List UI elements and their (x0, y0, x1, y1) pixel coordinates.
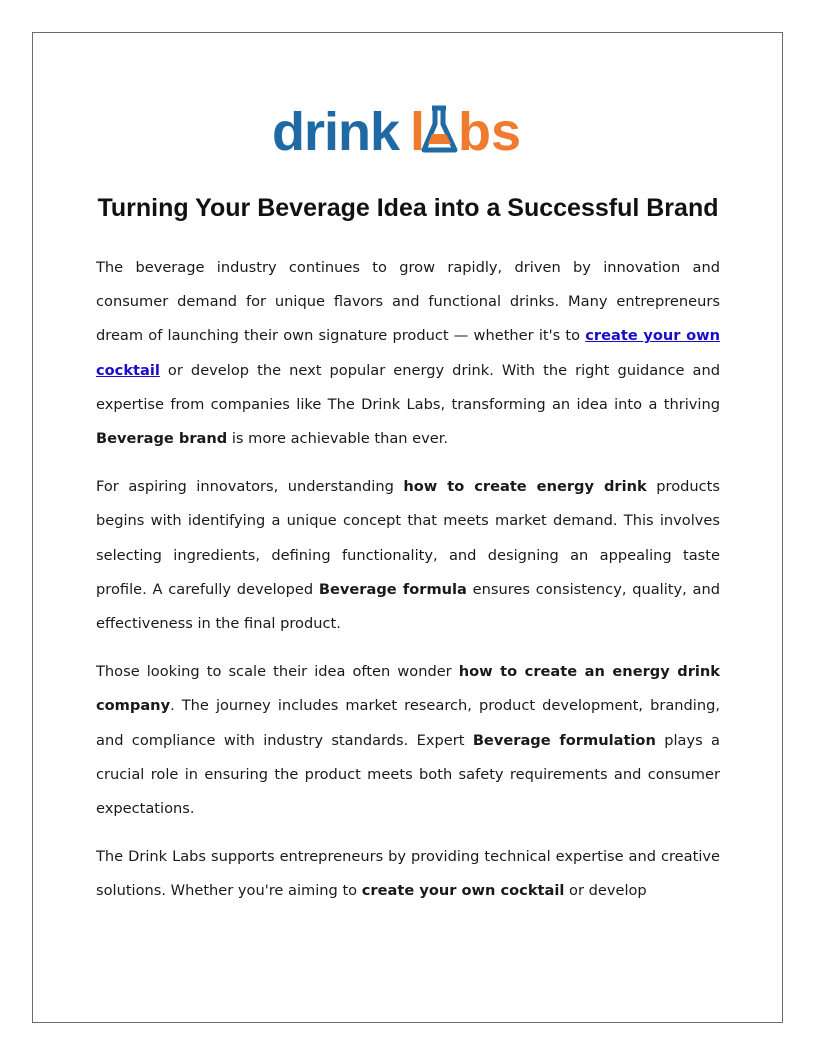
paragraph-4: The Drink Labs supports entrepreneurs by providing technical expertise and creative solutions. Whether you're aiming to create your own cocktail or develop (96, 848, 720, 900)
logo-text-drink: drink (272, 102, 400, 162)
create-cocktail-link[interactable]: create your own cocktail (96, 327, 720, 379)
paragraph-3: Those looking to scale their idea often wonder how to create an energy drink company. The journey includes market research, product development, branding, and compliance with industry standards. Expert Beverage formulation plays a crucial role in ensuring the product meets both safety requirements and consumer expectations. (96, 663, 720, 818)
paragraph-2: For aspiring innovators, understanding how to create energy drink products begins with identifying a unique concept that meets market demand. This involves selecting ingredients, defining functionality, and designing an appealing taste profile. A carefully developed Beverage formula ensures consistency, quality, and effectiveness in the final product. (96, 478, 720, 633)
logo-text-bs: bs (458, 102, 522, 162)
paragraph-1: The beverage industry continues to grow rapidly, driven by innovation and consumer demand for unique flavors and functional drinks. Many entrepreneurs dream of launching their own signature product — whether it's to create your own cocktail or develop the next popular energy drink. With the right guidance and expertise from companies like The Drink Labs, transforming an idea into a thriving Beverage brand is more achievable than ever. (96, 259, 720, 448)
logo-text-l: l (410, 102, 426, 162)
page-title: Turning Your Beverage Idea into a Successful Brand (97, 194, 719, 222)
drinklabs-logo (272, 100, 542, 162)
flask-icon (424, 108, 455, 150)
article-body (96, 251, 720, 923)
